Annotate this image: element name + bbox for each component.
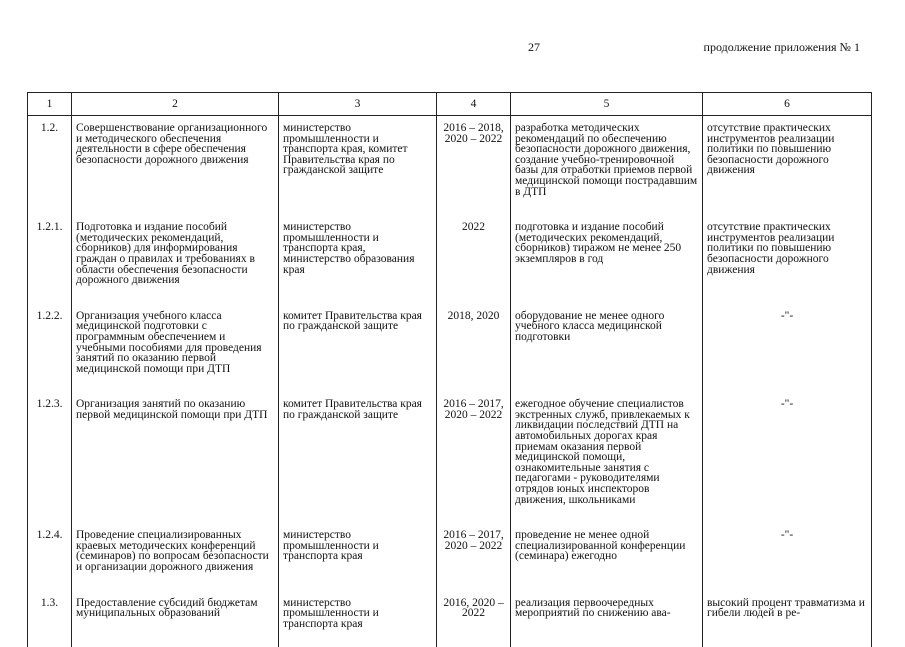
column-header-3: 3 (279, 93, 437, 116)
expected-result: оборудование не менее одного учебного класса медицинской подготовки (511, 304, 703, 393)
executor: комитет Правительства края по гражданской защите (279, 304, 437, 393)
measure-name: Проведение специализированных краевых методических конференций (семинаров) по вопросам безопасности и организации дорожного движения (72, 523, 279, 590)
table-row (28, 304, 872, 393)
executor: министерство промышленности и транспорта края, министерство образования края (279, 215, 437, 304)
non-implementation-consequences: отсутствие практических инструментов реализации политики по повышению безопасности дорожного движения (703, 116, 872, 216)
table-row (28, 215, 872, 304)
implementation-period: 2022 (437, 215, 511, 304)
expected-result: проведение не менее одной специализированной конференции (семинара) ежегодно (511, 523, 703, 590)
implementation-period: 2018, 2020 (437, 304, 511, 393)
measure-name: Организация учебного класса медицинской подготовки с программным обеспечением и учебными пособиями для проведения занятий по оказанию первой медицинской помощи при ДТП (72, 304, 279, 393)
executor: министерство промышленности и транспорта края (279, 591, 437, 647)
table-row (28, 523, 872, 590)
measure-name: Подготовка и издание пособий (методических рекомендаций, сборников) для информирования граждан о правилах и требованиях в области обеспечения безопасности дорожного движения (72, 215, 279, 304)
item-number: 1.2.4. (28, 523, 72, 590)
non-implementation-consequences: -"- (703, 304, 872, 393)
measure-name: Совершенствование организационного и методического обеспечения деятельности в сфере обеспечения безопасности дорожного движения (72, 116, 279, 216)
measure-name: Предоставление субсидий бюджетам муниципальных образований (72, 591, 279, 647)
non-implementation-consequences: высокий процент травматизма и гибели людей в ре- (703, 591, 872, 647)
column-header-5: 5 (511, 93, 703, 116)
table-row (28, 591, 872, 647)
implementation-period: 2016 – 2018, 2020 – 2022 (437, 116, 511, 216)
executor: комитет Правительства края по гражданской защите (279, 392, 437, 523)
expected-result: разработка методических рекомендаций по обеспечению безопасности дорожного движения, создание учебно-тренировочной базы для отработки приемов первой медицинской помощи пострадавшим в ДТП (511, 116, 703, 216)
item-number: 1.2.3. (28, 392, 72, 523)
executor: министерство промышленности и транспорта края (279, 523, 437, 590)
measure-name: Организация занятий по оказанию первой медицинской помощи при ДТП (72, 392, 279, 523)
table-row (28, 392, 872, 523)
column-header-4: 4 (437, 93, 511, 116)
table-row (28, 116, 872, 216)
column-header-6: 6 (703, 93, 872, 116)
expected-result: ежегодное обучение специалистов экстренных служб, привлекаемых к ликвидации последствий ДТП на автомобильных дорогах края приемам оказания первой медицинской помощи, ознакомительные занятия с педагогами - руководителями отрядов юных инспекторов движения, школьниками (511, 392, 703, 523)
executor: министерство промышленности и транспорта края, комитет Правительства края по гражданской защите (279, 116, 437, 216)
column-header-2: 2 (72, 93, 279, 116)
program-table (27, 92, 872, 647)
non-implementation-consequences: -"- (703, 392, 872, 523)
expected-result: подготовка и издание пособий (методических рекомендаций, сборников) тиражом не менее 250 экземпляров в год (511, 215, 703, 304)
item-number: 1.3. (28, 591, 72, 647)
implementation-period: 2016 – 2017, 2020 – 2022 (437, 523, 511, 590)
page-number: 27 (528, 40, 540, 54)
appendix-continuation-label: продолжение приложения № 1 (703, 40, 860, 54)
implementation-period: 2016, 2020 – 2022 (437, 591, 511, 647)
column-header-1: 1 (28, 93, 72, 116)
non-implementation-consequences: отсутствие практических инструментов реализации политики по повышению безопасности дорожного движения (703, 215, 872, 304)
expected-result: реализация первоочередных мероприятий по снижению ава- (511, 591, 703, 647)
item-number: 1.2.1. (28, 215, 72, 304)
item-number: 1.2.2. (28, 304, 72, 393)
implementation-period: 2016 – 2017, 2020 – 2022 (437, 392, 511, 523)
column-number-row (28, 93, 872, 116)
non-implementation-consequences: -"- (703, 523, 872, 590)
item-number: 1.2. (28, 116, 72, 216)
